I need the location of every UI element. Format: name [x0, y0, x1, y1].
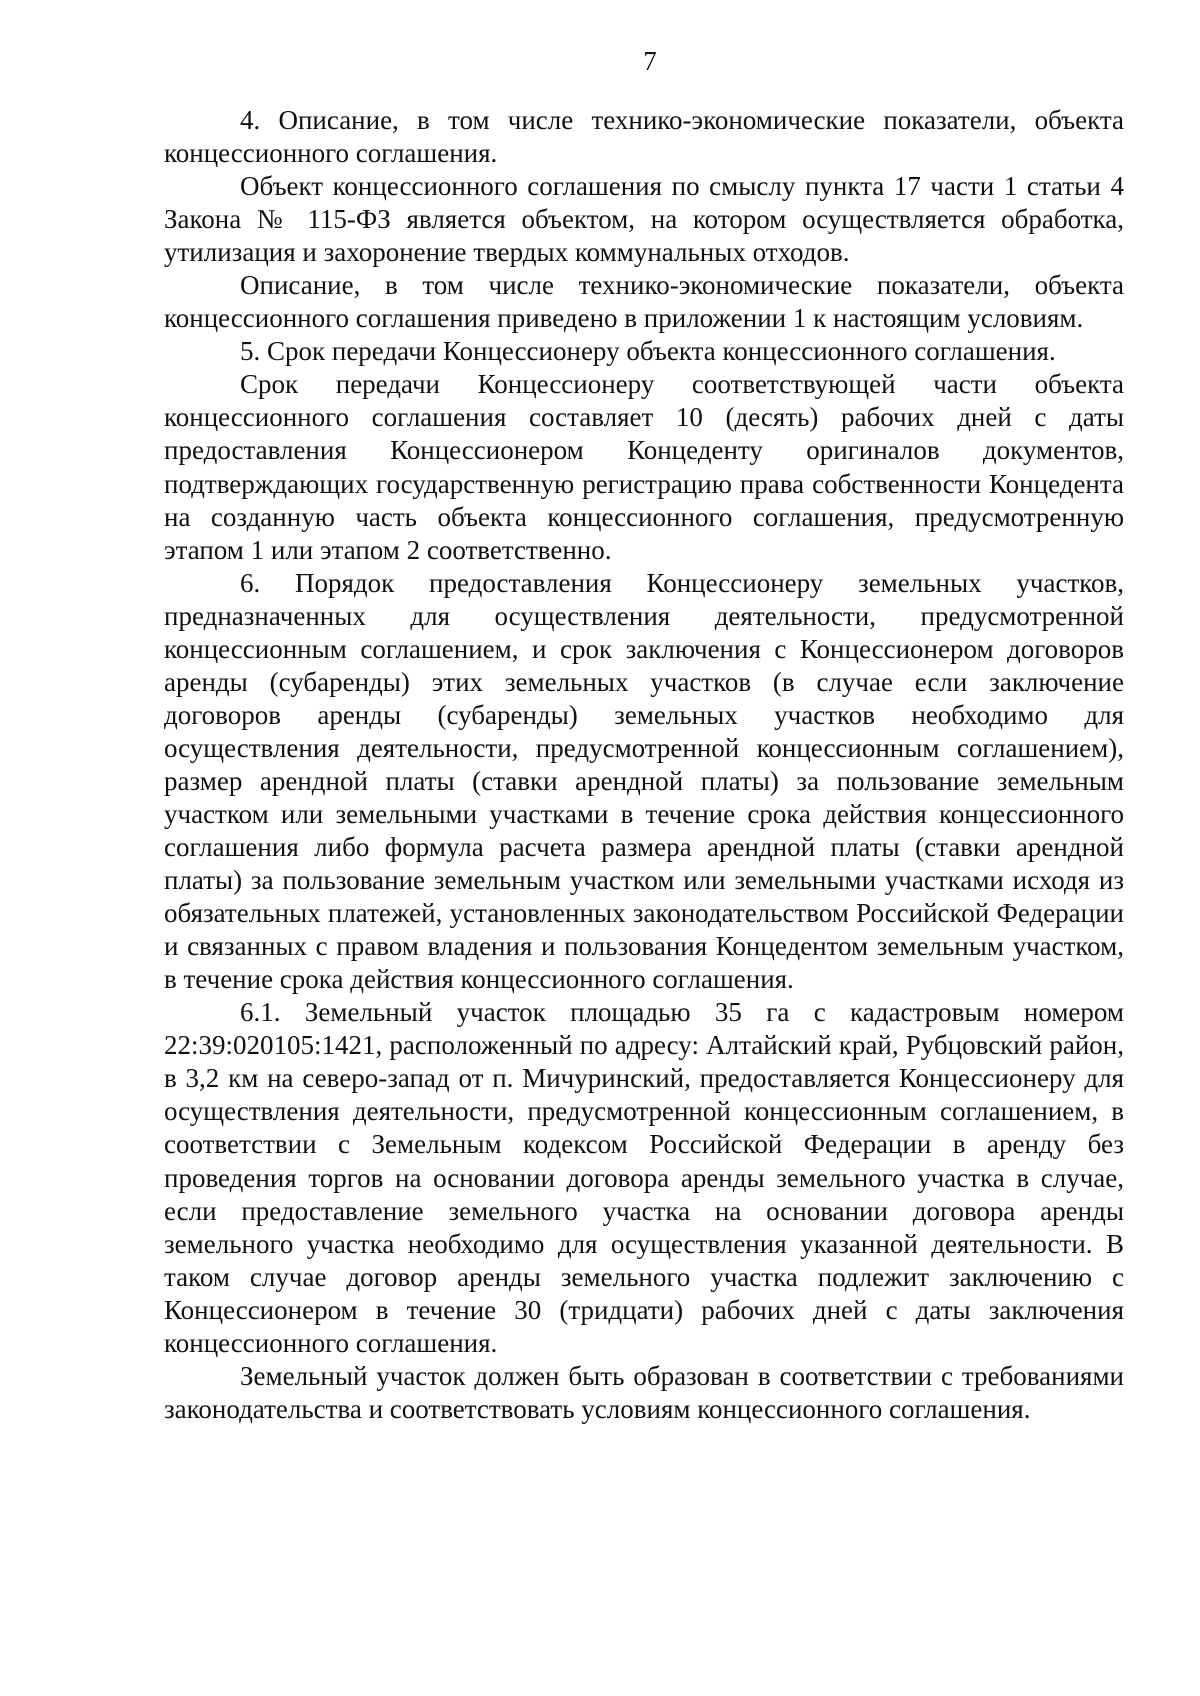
page-number: 7	[643, 46, 657, 76]
paragraph-section-4-heading: 4. Описание, в том числе технико-экономические показатели, объекта концессионного соглашения.	[164, 105, 1124, 169]
paragraph-object-description: Описание, в том числе технико-экономические показатели, объекта концессионного соглашения приведено в приложении 1 к настоящим условиям.	[164, 270, 1124, 334]
paragraph-transfer-term: Срок передачи Концессионеру соответствующей части объекта концессионного соглашения составляет 10 (десять) рабочих дней с даты предоставления Концессионером Концеденту оригиналов документов, подтверждающих государственную регистрацию права собственности Концедента на созданную часть объекта концессионного соглашения, предусмотренную этапом 1 или этапом 2 соответственно.	[164, 369, 1124, 565]
paragraph-object-definition: Объект концессионного соглашения по смыслу пункта 17 части 1 статьи 4 Закона № 115-ФЗ является объектом, на котором осуществляется обработка, утилизация и захоронение твердых коммунальных отходов.	[164, 171, 1124, 268]
paragraph-section-6-heading: 6. Порядок предоставления Концессионеру земельных участков, предназначенных для осуществления деятельности, предусмотренной концессионным соглашением, и срок заключения с Концессионером договоров аренды (субаренды) этих земельных участков (в случае если заключение договоров аренды (субаренды) земельных участков необходимо для осуществления деятельности, предусмотренной концессионным соглашением), размер арендной платы (ставки арендной платы) за пользование земельным участком или земельными участками в течение срока действия концессионного соглашения либо формула расчета размера арендной платы (ставки арендной платы) за пользование земельным участком или земельными участками исходя из обязательных платежей, установленных законодательством Российской Федерации и связанных с правом владения и пользования Концедентом земельным участком, в течение срока действия концессионного соглашения.	[164, 567, 1124, 995]
paragraph-land-formation: Земельный участок должен быть образован в соответствии с требованиями законодательства и соответствовать условиям концессионного соглашения.	[164, 1360, 1124, 1424]
paragraph-section-5-heading: 5. Срок передачи Концессионеру объекта концессионного соглашения.	[240, 336, 1056, 367]
paragraph-section-6-1: 6.1. Земельный участок площадью 35 га с кадастровым номером 22:39:020105:1421, расположенный по адресу: Алтайский край, Рубцовский район, в 3,2 км на северо-запад от п. Мичуринский, предоставляется Концессионеру для осуществления деятельности, предусмотренной концессионным соглашением, в соответствии с Земельным кодексом Российской Федерации в аренду без проведения торгов на основании договора аренды земельного участка в случае, если предоставление земельного участка на основании договора аренды земельного участка необходимо для осуществления указанной деятельности. В таком случае договор аренды земельного участка подлежит заключению с Концессионером в течение 30 (тридцати) рабочих дней с даты заключения концессионного соглашения.	[164, 997, 1124, 1358]
document-body	[164, 104, 1124, 1426]
